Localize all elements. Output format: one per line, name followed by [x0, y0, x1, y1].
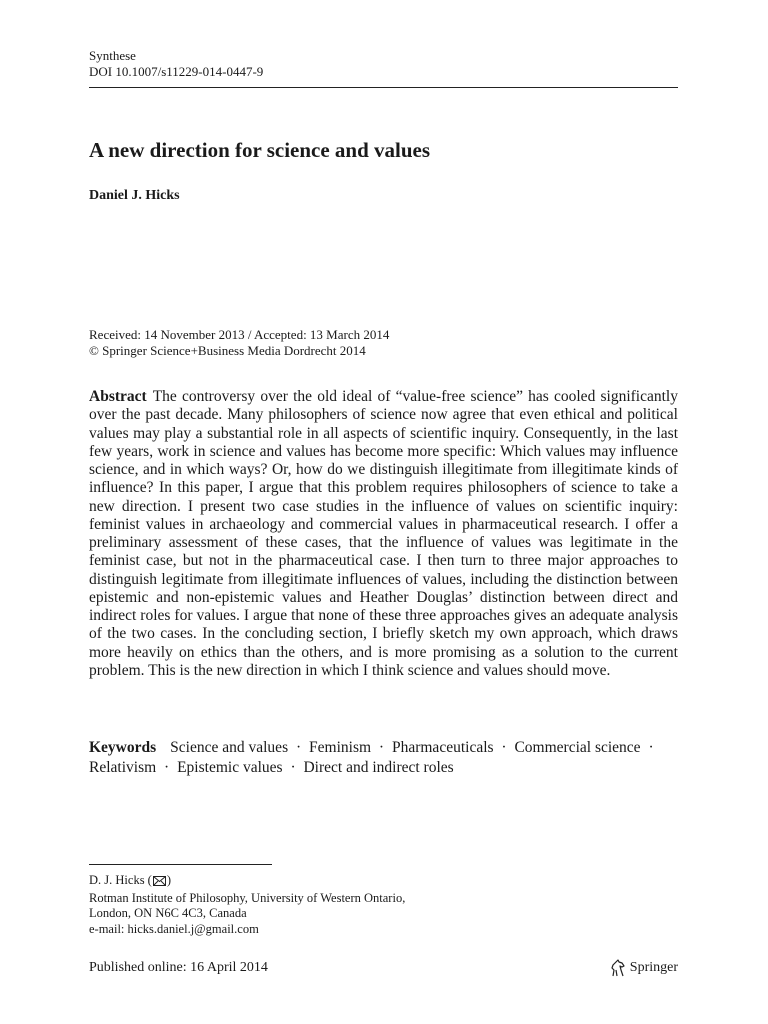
journal-doi: DOI 10.1007/s11229-014-0447-9 — [89, 64, 264, 79]
received-accepted: Received: 14 November 2013 / Accepted: 13 March 2014 — [89, 327, 390, 342]
keyword-separator: · — [501, 739, 507, 756]
keyword-separator: · — [648, 739, 654, 756]
header-rule — [89, 87, 678, 88]
affiliation-name-line — [89, 873, 405, 891]
keyword-item: Pharmaceuticals — [391, 739, 494, 756]
keyword-item: Direct and indirect roles — [303, 759, 454, 776]
abstract-label: Abstract — [89, 388, 147, 405]
affiliation-name-close: ) — [166, 873, 172, 887]
affiliation-email: e-mail: hicks.daniel.j@gmail.com — [89, 921, 259, 936]
keywords-label: Keywords — [89, 739, 157, 756]
keyword-item: Science and values — [170, 739, 289, 756]
author-name: Daniel J. Hicks — [89, 188, 180, 203]
journal-name: Synthese — [89, 48, 136, 63]
affiliation-address: London, ON N6C 4C3, Canada — [89, 906, 247, 920]
keyword-separator: · — [164, 759, 170, 776]
abstract-text: The controversy over the old ideal of “value-free science” has cooled significantly over the past decade. Many philosophers of science now agree that even ethical and political values may play a substantial role in all aspects of scientific inquiry. Consequently, in the last few years, work in science and values has become more specific: Which values may influence science, and in which ways? Or, how do we distinguish illegitimate from illegitimate kinds of influence? In this paper, I argue that this problem requires philosophers of science to take a new direction. I present two case studies in the influence of values on scientific inquiry: feminist values in archaeology and commercial values in pharmaceutical research. I offer a preliminary assessment of these cases, that the influence of values was legitimate in the feminist case, but not in the pharmaceutical case. I then turn to three major approaches to distinguish legitimate from illegitimate influences of values, including the distinction between epistemic and non-epistemic values and Heather Douglas’ distinction between direct and indirect roles for values. I argue that none of these three approaches gives an adequate analysis of the two cases. In the concluding section, I briefly sketch my own approach, which draws more heavily on ethics than the others, and is more promising as a solution to the current problem. This is the new direction in which I think science and values should move. — [89, 388, 678, 679]
springer-horse-icon — [610, 959, 626, 977]
affiliation-name: D. J. Hicks ( — [89, 873, 152, 887]
keyword-separator: · — [290, 759, 296, 776]
abstract — [89, 388, 678, 680]
keyword-separator: · — [295, 739, 302, 756]
keyword-list — [89, 739, 658, 776]
keyword-item: Feminism — [309, 739, 372, 756]
footnote-rule — [89, 864, 272, 865]
publisher-name: Springer — [629, 960, 678, 975]
keyword-item: Relativism — [89, 759, 157, 776]
publisher-logo — [610, 959, 678, 977]
published-online: Published online: 16 April 2014 — [89, 960, 268, 975]
envelope-icon — [153, 875, 166, 891]
keyword-item: Epistemic values — [177, 759, 283, 776]
article-title: A new direction for science and values — [89, 138, 431, 162]
copyright-notice: © Springer Science+Business Media Dordrecht 2014 — [89, 343, 366, 358]
keywords — [89, 738, 678, 778]
journal-header — [89, 48, 263, 80]
affiliation-institute: Rotman Institute of Philosophy, University of Western Ontario, — [89, 890, 406, 905]
author-affiliation — [89, 873, 405, 937]
article-page — [89, 0, 678, 1024]
keyword-item: Commercial science — [514, 739, 641, 756]
keyword-separator: · — [378, 739, 385, 756]
article-dates — [89, 327, 389, 359]
